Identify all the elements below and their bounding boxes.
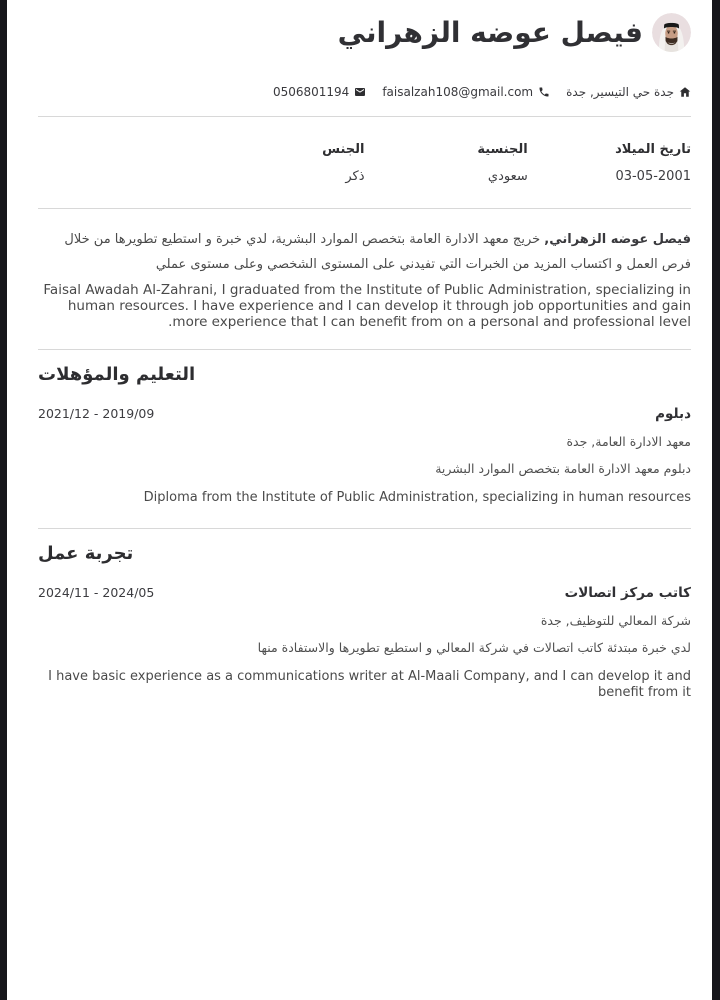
summary-name-bold: فيصل عوضه الزهراني, (544, 232, 691, 247)
scrollbar[interactable] (712, 0, 720, 1000)
contact-phone (273, 85, 366, 99)
personal-details (38, 117, 691, 184)
field-value: 03-05-2001 (615, 169, 691, 184)
degree-title: دبلوم (655, 406, 691, 423)
field-empty (38, 142, 201, 184)
contact-location-text: جدة حي التيسير, جدة (566, 85, 674, 99)
field-nationality (365, 142, 528, 184)
education-description-ar: دبلوم معهد الادارة العامة بتخصص الموارد البشرية (435, 461, 691, 477)
summary-arabic (38, 227, 691, 278)
resume-page (7, 0, 712, 1000)
field-value: سعودي (487, 169, 528, 184)
viewer-left-edge (0, 0, 7, 1000)
contact-email-text: faisalzah108@gmail.com (382, 85, 534, 99)
field-label: تاريخ الميلاد (615, 142, 691, 157)
job-title: كاتب مركز اتصالات (564, 584, 691, 601)
education-description-en: Diploma from the Institute of Public Administration, specializing in human resources (143, 490, 691, 506)
education-title-row (38, 406, 691, 422)
section-title-experience: تجربة عمل (38, 542, 134, 564)
contact-location (566, 85, 691, 99)
contact-row (38, 85, 691, 99)
divider (38, 349, 691, 350)
experience-company: شركة المعالي للتوظيف, جدة (540, 612, 691, 628)
education-entry (38, 406, 691, 506)
experience-title-row (38, 585, 691, 601)
field-label: الجنسية (477, 142, 528, 157)
education-school: معهد الادارة العامة, جدة (566, 434, 691, 450)
avatar-photo-icon (652, 13, 691, 52)
field-label: الجنس (322, 142, 365, 157)
experience-entry (38, 585, 691, 702)
field-value: ذكر (345, 169, 365, 184)
education-dates: 2021/12 - 2019/09 (38, 406, 155, 422)
experience-description-en: I have basic experience as a communications writer at Al-Maali Company, and I can develop it and benefit from it (48, 668, 691, 700)
section-title-education: التعليم والمؤهلات (38, 364, 196, 386)
home-icon (679, 86, 691, 98)
candidate-name: فيصل عوضه الزهراني (337, 15, 643, 49)
avatar (652, 13, 691, 52)
envelope-icon (354, 86, 366, 98)
experience-description-ar: لدي خبرة مبتدئة كاتب اتصالات في شركة المعالي و استطيع تطويرها والاستفادة منها (257, 639, 691, 655)
divider (38, 528, 691, 529)
summary-english: Faisal Awadah Al-Zahrani, I graduated from the Institute of Public Administration, specializing in human resources. I have experience and I can develop it through job opportunities and gain more experience that I can benefit from on a personal and professional level. (43, 281, 691, 330)
summary-arabic-text: خريج معهد الادارة العامة بتخصص الموارد البشرية، لدي خبرة و استطيع تطويرها من خلال فرص العمل و اكتساب المزيد من الخبرات التي تفيدني على المستوى الشخصي وعلى مستوى عملي (64, 232, 691, 273)
resume-header (38, 13, 691, 52)
experience-dates: 2024/11 - 2024/05 (38, 584, 155, 600)
contact-email (382, 85, 550, 99)
divider (38, 208, 691, 209)
phone-icon (538, 86, 550, 98)
field-gender (201, 142, 364, 184)
field-birth-date (528, 142, 691, 184)
contact-phone-text: 0506801194 (272, 85, 350, 99)
